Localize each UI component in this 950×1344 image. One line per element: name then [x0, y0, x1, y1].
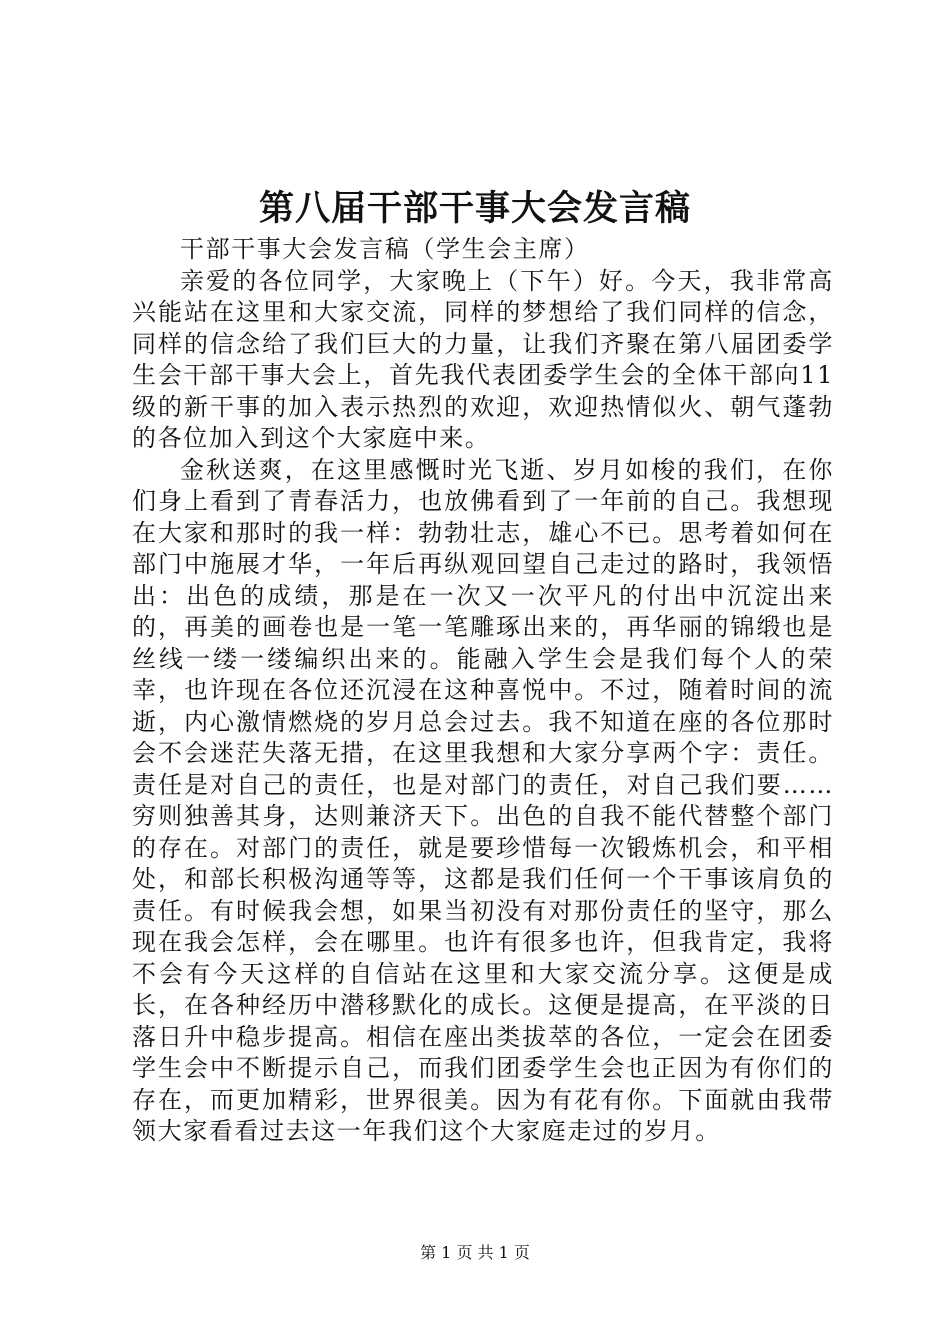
greeting-paragraph: 亲爱的各位同学，大家晚上（下午）好。今天，我非常高兴能站在这里和大家交流，同样的梦想给了我们同样的信念，同样的信念给了我们巨大的力量，让我们齐聚在第八届团委学生会干部干事大会上，首先我代表团委学生会的全体干部向11级的新干事的加入表示热烈的欢迎，欢迎热情似火、朝气蓬勃的各位加入到这个大家庭中来。	[132, 266, 834, 452]
document-title: 第八届干部干事大会发言稿	[258, 188, 691, 229]
document-body	[132, 234, 834, 1148]
subtitle-paragraph: 干部干事大会发言稿（学生会主席）	[180, 235, 590, 263]
main-paragraph: 金秋送爽，在这里感慨时光飞逝、岁月如梭的我们，在你们身上看到了青春活力，也放佛看到了一年前的自己。我想现在大家和那时的我一样：勃勃壮志，雄心不已。思考着如何在部门中施展才华，一年后再纵观回望自己走过的路时，我领悟出：出色的成绩，那是在一次又一次平凡的付出中沉淀出来的，再美的画卷也是一笔一笔雕琢出来的，再华丽的锦缎也是丝线一缕一缕编织出来的。能融入学生会是我们每个人的荣幸，也许现在各位还沉浸在这种喜悦中。不过，随着时间的流逝，内心激情燃烧的岁月总会过去。我不知道在座的各位那时会不会迷茫失落无措，在这里我想和大家分享两个字：责任。责任是对自己的责任，也是对部门的责任，对自己我们要……穷则独善其身，达则兼济天下。出色的自我不能代替整个部门的存在。对部门的责任，就是要珍惜每一次锻炼机会，和平相处，和部长积极沟通等等，这都是我们任何一个干事该肩负的责任。有时候我会想，如果当初没有对那份责任的坚守，那么现在我会怎样，会在哪里。也许有很多也许，但我肯定，我将不会有今天这样的自信站在这里和大家交流分享。这便是成长，在各种经历中潜移默化的成长。这便是提高，在平淡的日落日升中稳步提高。相信在座出类拔萃的各位，一定会在团委学生会中不断提示自己，而我们团委学生会也正因为有你们的存在，而更加精彩，世界很美。因为有花有你。下面就由我带领大家看看过去这一年我们这个大家庭走过的岁月。	[132, 455, 834, 1145]
page-number-footer: 第 1 页 共 1 页	[420, 1243, 530, 1262]
